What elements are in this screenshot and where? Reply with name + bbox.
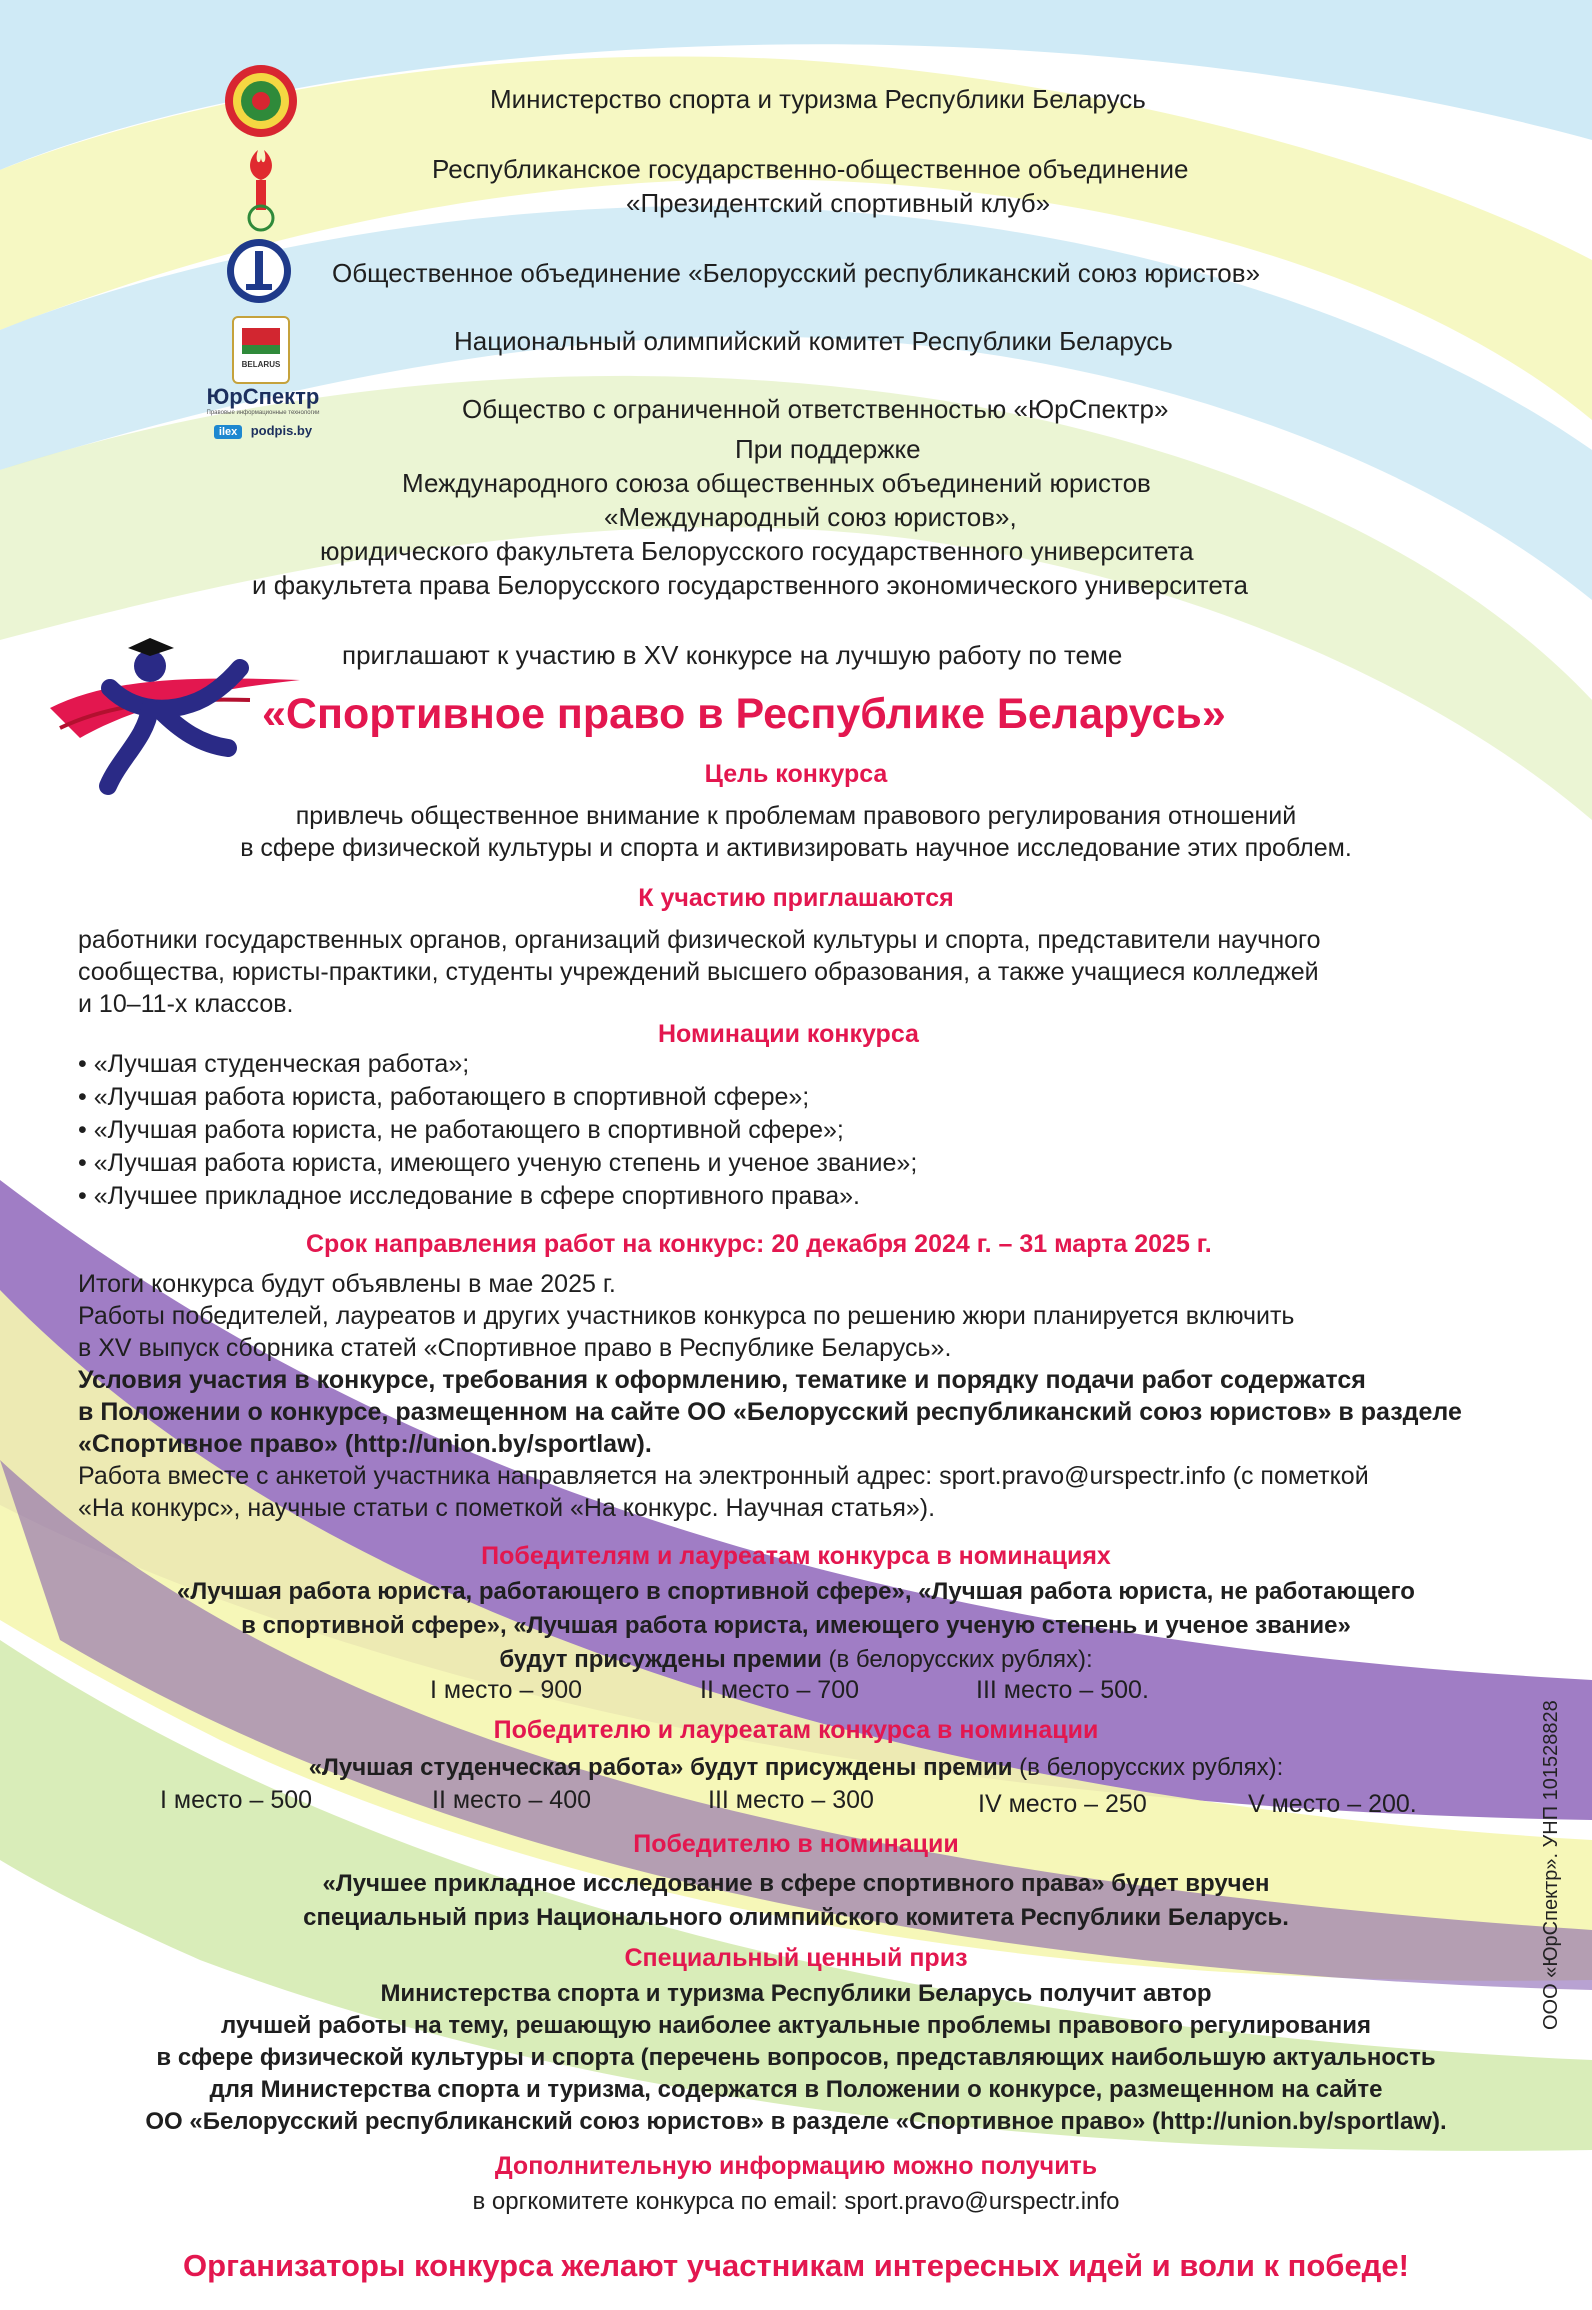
goal-line1: привлечь общественное внимание к проблемам правового регулирования отношений: [295, 802, 1297, 830]
ministry-sport-emblem-icon: [222, 62, 300, 140]
prizes1-award-text: будут присуждены премии: [499, 1646, 822, 1673]
ilex-badge: ilex: [214, 425, 242, 439]
prize3-line2: специальный приз Национального олимпийского комитета Республики Беларусь.: [303, 1904, 1289, 1931]
prize3-heading: Победителю в номинации: [633, 1830, 959, 1858]
prizes2-award-text: «Лучшая студенческая работа» будут присуждены премии: [308, 1754, 1013, 1781]
prizes1-heading: Победителям и лауреатам конкурса в номинациях: [481, 1542, 1111, 1570]
inclusion-line2: в XV выпуск сборника статей «Спортивное право в Республике Беларусь».: [78, 1334, 952, 1362]
prizes2-heading: Победителю и лауреатам конкурса в номинации: [493, 1716, 1099, 1744]
conditions-line3: «Спортивное право» (http://union.by/sportlaw).: [78, 1430, 652, 1458]
conditions-line2: в Положении о конкурсе, размещенном на сайте ОО «Белорусский республиканский союз юристов» в разделе: [78, 1398, 1462, 1426]
nomination-item: • «Лучшая работа юриста, не работающего в спортивной сфере»;: [78, 1116, 844, 1144]
contest-title: «Спортивное право в Республике Беларусь»: [262, 690, 1226, 738]
contact-heading: Дополнительную информацию можно получить: [494, 2152, 1098, 2180]
prizes1-currency-note: (в белорусских рублях):: [821, 1646, 1093, 1673]
special-line4: для Министерства спорта и туризма, содержатся в Положении о конкурсе, размещенном на сайте: [209, 2076, 1383, 2103]
nomination-item: • «Лучшее прикладное исследование в сфере спортивного права».: [78, 1182, 860, 1210]
noc-belarus-emblem: [232, 316, 290, 384]
yurspektr-subtitle: Правовые информационные технологии: [206, 410, 320, 416]
special-line2: лучшей работы на тему, решающую наиболее актуальные проблемы правового регулирования: [221, 2012, 1371, 2039]
prize1-place-1: I место – 900: [430, 1676, 583, 1704]
prizes1-line1: «Лучшая работа юриста, работающего в спортивной сфере», «Лучшая работа юриста, не работающего: [177, 1578, 1415, 1605]
prize1-place-3: III место – 500.: [976, 1676, 1149, 1704]
presidential-sports-club-torch-icon: [228, 140, 294, 232]
results-announcement: Итоги конкурса будут объявлены в мае 2025 г.: [78, 1270, 616, 1298]
support-line1: При поддержке: [735, 434, 921, 464]
support-line4: юридического факультета Белорусского государственного университета: [320, 536, 1194, 566]
belarus-flag-icon: [242, 328, 280, 354]
nomination-item: • «Лучшая студенческая работа»;: [78, 1050, 470, 1078]
contact-line: в оргкомитете конкурса по email: sport.pravo@urspectr.info: [472, 2188, 1120, 2215]
prize1-place-2: II место – 700: [700, 1676, 860, 1704]
deadline: Срок направления работ на конкурс: 20 декабря 2024 г. – 31 марта 2025 г.: [306, 1230, 1212, 1258]
org-noc: Национальный олимпийский комитет Республики Беларусь: [454, 326, 1173, 356]
special-line5: ОО «Белорусский республиканский союз юристов» в разделе «Спортивное право» (http://union.by/sportlaw).: [145, 2108, 1447, 2135]
support-line5: и факультета права Белорусского государственного экономического университета: [252, 570, 1249, 600]
special-heading: Специальный ценный приз: [624, 1944, 968, 1972]
nominations-heading: Номинации конкурса: [658, 1020, 919, 1048]
vertical-company-note: ООО «ЮрСпектр». УНП 101528828: [1540, 1700, 1562, 2030]
invite-text: приглашают к участию в XV конкурсе на лучшую работу по теме: [342, 640, 1123, 670]
prize2-place-4: IV место – 250: [978, 1790, 1147, 1818]
nomination-item: • «Лучшая работа юриста, работающего в спортивной сфере»;: [78, 1083, 810, 1111]
org-yurspektr: Общество с ограниченной ответственностью «ЮрСпектр»: [462, 394, 1169, 424]
prize2-place-1: I место – 500: [160, 1786, 313, 1814]
yurspektr-logo: [198, 384, 328, 444]
nominations-list: [78, 1048, 917, 1213]
participants-line1: работники государственных органов, организаций физической культуры и спорта, представители научного: [78, 926, 1321, 954]
prize2-place-3: III место – 300: [708, 1786, 874, 1814]
nomination-item: • «Лучшая работа юриста, имеющего ученую степень и ученое звание»;: [78, 1149, 918, 1177]
special-line1: Министерства спорта и туризма Республики Беларусь получит автор: [380, 1980, 1212, 2007]
yurspektr-name: ЮрСпектр: [206, 384, 320, 409]
special-line3: в сфере физической культуры и спорта (перечень вопросов, представляющих наибольшую актуальность: [156, 2044, 1436, 2071]
prize2-place-5: V место – 200.: [1248, 1790, 1417, 1818]
goal-line2: в сфере физической культуры и спорта и активизировать научное исследование этих проблем.: [240, 834, 1352, 862]
participants-line2: сообщества, юристы-практики, студенты учреждений высшего образования, а также учащиеся колледжей: [78, 958, 1319, 986]
submission-line1: Работа вместе с анкетой участника направляется на электронный адрес: sport.pravo@urspectr.info (с пометкой: [78, 1462, 1369, 1490]
submission-line2: «На конкурс», научные статьи с пометкой «На конкурс. Научная статья»).: [78, 1494, 936, 1522]
prizes2-currency-note: (в белорусских рублях):: [1012, 1754, 1284, 1781]
closing-wish: Организаторы конкурса желают участникам интересных идей и воли к победе!: [183, 2248, 1409, 2283]
lawyers-union-emblem-icon: [224, 236, 294, 306]
org-lawyers-union: Общественное объединение «Белорусский республиканский союз юристов»: [332, 258, 1261, 288]
conditions-line1: Условия участия в конкурсе, требования к оформлению, тематике и порядку подачи работ содержатся: [78, 1366, 1366, 1394]
prizes2-line1: [0, 1754, 1592, 1782]
inclusion-line1: Работы победителей, лауреатов и других участников конкурса по решению жюри планируется включить: [78, 1302, 1295, 1330]
support-line2: Международного союза общественных объединений юристов: [402, 468, 1151, 498]
participants-line3: и 10–11-х классов.: [78, 990, 294, 1018]
goal-heading: Цель конкурса: [704, 760, 888, 788]
prizes1-line2: в спортивной сфере», «Лучшая работа юриста, имеющего ученую степень и ученое звание»: [241, 1612, 1351, 1639]
org-presidential-club-line1: Республиканское государственно-общественное объединение: [432, 154, 1189, 184]
prizes1-line3: [0, 1646, 1592, 1674]
org-ministry: Министерство спорта и туризма Республики Беларусь: [490, 84, 1146, 114]
noc-belarus-text: BELARUS: [241, 360, 281, 369]
org-presidential-club-line2: «Президентский спортивный клуб»: [626, 188, 1051, 218]
support-line3: «Международный союз юристов»,: [604, 502, 1017, 532]
participants-heading: К участию приглашаются: [638, 884, 954, 912]
podpis-label: podpis.by: [250, 423, 313, 438]
prize3-line1: «Лучшее прикладное исследование в сфере спортивного права» будет вручен: [322, 1870, 1270, 1897]
prize2-place-2: II место – 400: [432, 1786, 592, 1814]
